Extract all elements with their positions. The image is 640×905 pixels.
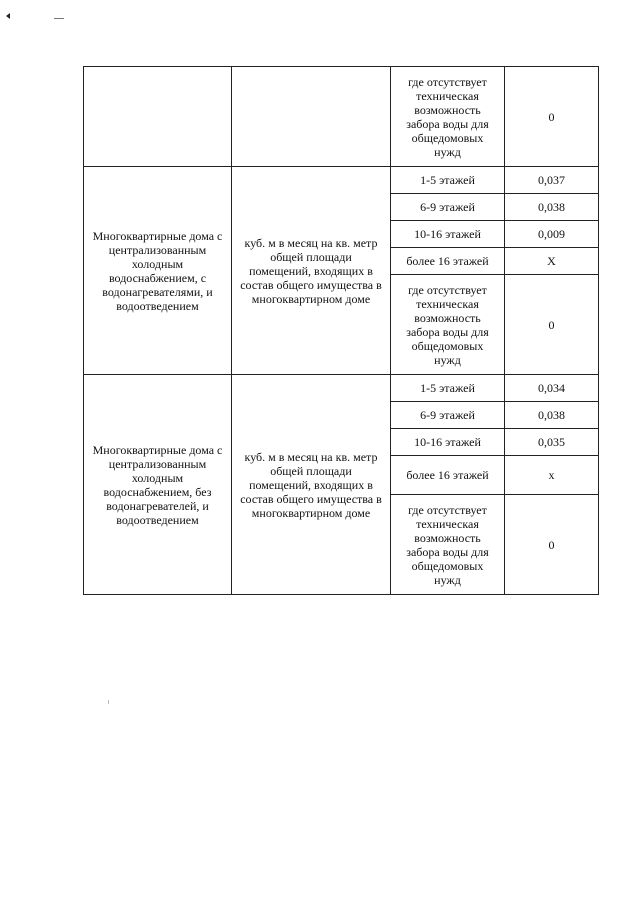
floors-category-cell: 10-16 этажей (391, 429, 505, 456)
norm-value-cell: 0 (505, 495, 599, 595)
norm-value-cell: 0 (505, 67, 599, 167)
floors-category-cell: 6-9 этажей (391, 402, 505, 429)
scan-artifact-speck (108, 700, 109, 704)
building-type-cell: Многоквартирные дома с централизованным холодным водоснабжением, без водонагревателей, и водоотведением (84, 375, 232, 595)
floors-category-cell: более 16 этажей (391, 248, 505, 275)
water-norms-table (83, 66, 599, 595)
norm-value-cell: 0,034 (505, 375, 599, 402)
floors-category-cell: более 16 этажей (391, 456, 505, 495)
table-row (84, 167, 599, 194)
floors-category-cell: 1-5 этажей (391, 167, 505, 194)
unit-cell (232, 67, 391, 167)
table-row (84, 375, 599, 402)
floors-category-cell: 10-16 этажей (391, 221, 505, 248)
scan-artifact-mark (6, 13, 10, 19)
norm-value-cell: x (505, 456, 599, 495)
building-type-cell: Многоквартирные дома с централизованным холодным водоснабжением, с водонагревателями, и водоотведением (84, 167, 232, 375)
norm-value-cell: 0,037 (505, 167, 599, 194)
scan-artifact-dash (54, 18, 64, 19)
floors-category-cell: где отсутствует техническая возможность забора воды для общедомовых нужд (391, 67, 505, 167)
floors-category-cell: где отсутствует техническая возможность забора воды для общедомовых нужд (391, 495, 505, 595)
norm-value-cell: 0,009 (505, 221, 599, 248)
table-row (84, 67, 599, 167)
norm-value-cell: 0,038 (505, 194, 599, 221)
norm-value-cell: 0,038 (505, 402, 599, 429)
norm-value-cell: 0,035 (505, 429, 599, 456)
unit-cell: куб. м в месяц на кв. метр общей площади помещений, входящих в состав общего имущества в многоквартирном доме (232, 167, 391, 375)
norm-value-cell: X (505, 248, 599, 275)
building-type-cell (84, 67, 232, 167)
unit-cell: куб. м в месяц на кв. метр общей площади помещений, входящих в состав общего имущества в многоквартирном доме (232, 375, 391, 595)
norm-value-cell: 0 (505, 275, 599, 375)
floors-category-cell: где отсутствует техническая возможность забора воды для общедомовых нужд (391, 275, 505, 375)
floors-category-cell: 1-5 этажей (391, 375, 505, 402)
floors-category-cell: 6-9 этажей (391, 194, 505, 221)
